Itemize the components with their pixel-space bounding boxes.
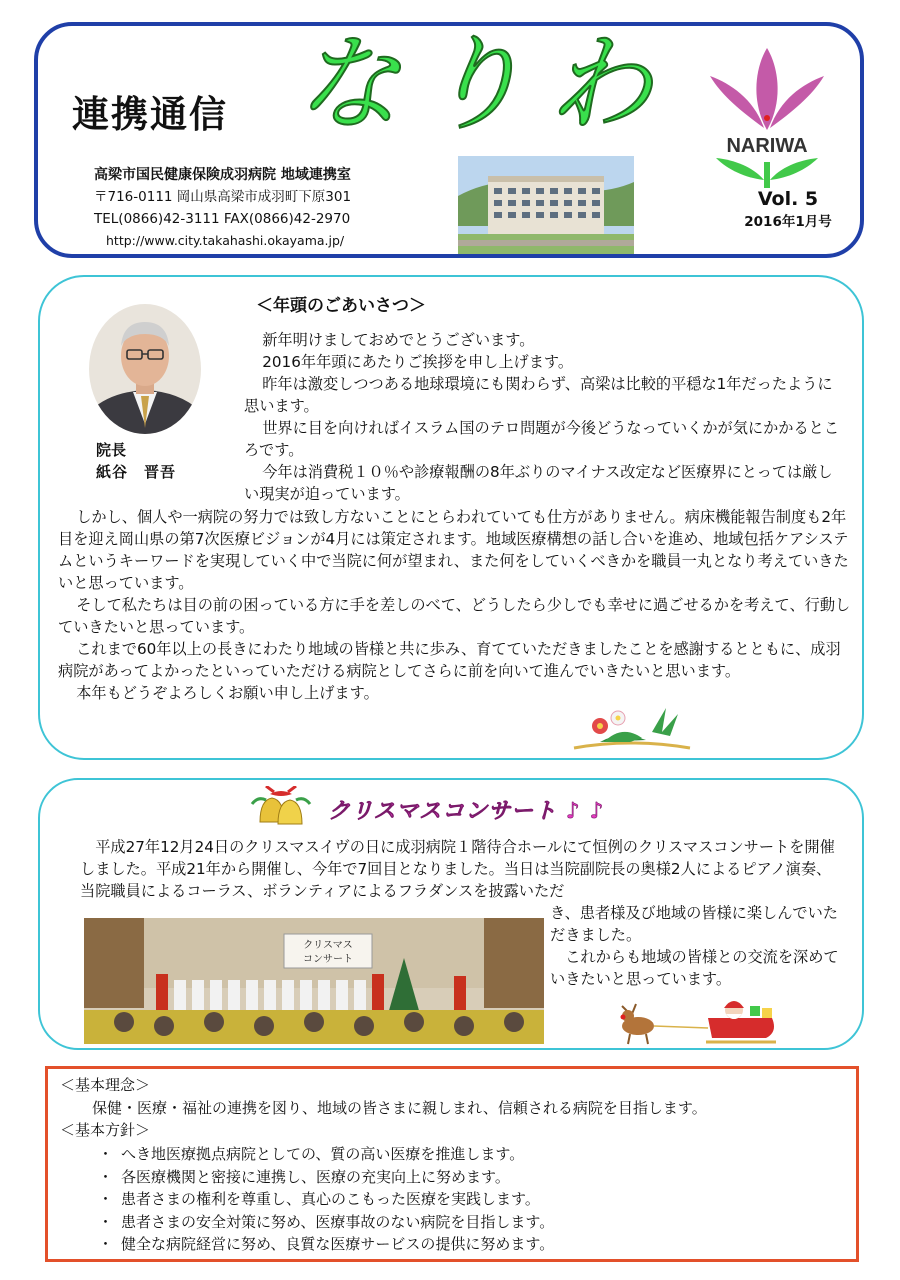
- concert-text-side: [550, 902, 850, 990]
- principle-text: 保健・医療・福祉の連携を図り、地域の皆さまに親しまれ、信頼される病院を目指します。: [92, 1099, 707, 1117]
- concert-paragraph: 平成27年12月24日のクリスマスイヴの日に成羽病院１階待合ホールにて恒例のクリスマスコンサートを開催しました。平成21年から開催し、今年で7回目となりました。当日は当院副院長の奥様2人によるピアノ演奏、当院職員によるコーラス、ボランティアによるフラダンスを披露いただ: [80, 838, 835, 900]
- greeting-paragraph: これまで60年以上の長きにわたり地域の皆様と共に歩み、育てていただきましたことを感謝するとともに、成羽病院があってよかったといっていただける病院としてさらに前を向いて進んでいきたいと思います。: [58, 640, 841, 680]
- newsletter-header: [34, 22, 864, 258]
- list-item: ・ へき地医療拠点病院としての、質の高い医療を推進します。: [98, 1143, 554, 1166]
- greeting-paragraph: 本年もどうぞよろしくお願い申し上げます。: [76, 684, 379, 702]
- address: 〒716-0111 岡山県高梁市成羽町下原301: [94, 189, 352, 205]
- newsletter-title: 連携通信: [72, 93, 228, 136]
- list-item: ・ 患者さまの安全対策に努め、医療事故のない病院を目指します。: [98, 1211, 554, 1234]
- list-item: ・ 患者さまの権利を尊重し、真心のこもった医療を実践します。: [98, 1188, 554, 1211]
- list-item: ・ 健全な病院経営に努め、良質な医療サービスの提供に努めます。: [98, 1233, 554, 1256]
- santa-sleigh-illustration: [616, 998, 786, 1046]
- greeting-panel: [38, 275, 864, 760]
- issue-info: [728, 188, 848, 230]
- policy-heading: ＜基本方針＞: [60, 1121, 151, 1139]
- organization-name: 高梁市国民健康保険成羽病院 地域連携室: [94, 167, 351, 183]
- greeting-paragraph: 新年明けましておめでとうございます。: [262, 331, 535, 349]
- issue-date: 2016年1月号: [744, 214, 832, 230]
- concert-text-main: [80, 836, 840, 902]
- greeting-paragraph: 今年は消費税１０％や診療報酬の8年ぶりのマイナス改定など医療界にとっては厳しい現実が迫っています。: [244, 463, 833, 503]
- basic-philosophy-box: [45, 1066, 859, 1262]
- principle-heading: ＜基本理念＞: [60, 1076, 151, 1094]
- greeting-paragraph: しかし、個人や一病院の努力では致し方ないことにとらわれていても仕方がありません。病床機能報告制度も2年目を迎え岡山県の第7次医療ビジョンが4月には策定されます。地域医療構想の話し合いを進め、地域包括ケアシステムというキーワードを実現していく中で当院に何が望まれ、また何をしていくべきかを職員一丸となり考えていきたいと思っています。: [58, 508, 849, 592]
- logo-text: NARIWA: [726, 135, 808, 157]
- policy-list: [98, 1143, 554, 1256]
- list-item: ・ 各医療機関と密接に連携し、医療の充実向上に努めます。: [98, 1166, 554, 1189]
- greeting-paragraph: 世界に目を向ければイスラム国のテロ問題が今後どうなっていくかが気にかかるところです。: [244, 419, 840, 459]
- greeting-text-bottom: [58, 506, 854, 704]
- contact-info: [94, 164, 351, 252]
- website-link[interactable]: http://www.city.takahashi.okayama.jp/: [106, 233, 345, 248]
- concert-paragraph: き、患者様及び地域の皆様に楽しんでいただきました。: [550, 904, 838, 944]
- concert-paragraph: これからも地域の皆様との交流を深めていきたいと思っています。: [550, 948, 839, 988]
- director-name: 紙谷 晋吾: [96, 463, 177, 481]
- bells-icon: [250, 786, 312, 830]
- concert-photo: [84, 918, 544, 1044]
- director-role: 院長: [96, 441, 127, 459]
- sign-text: クリスマス: [303, 940, 353, 951]
- sign-text: コンサート: [303, 954, 353, 965]
- christmas-concert-panel: [38, 778, 864, 1050]
- greeting-heading: ＜年頭のごあいさつ＞: [256, 296, 426, 316]
- tel-fax: TEL(0866)42-3111 FAX(0866)42-2970: [94, 211, 351, 227]
- greeting-paragraph: 昨年は激変しつつある地球環境にも関わらず、高梁は比較的平穏な1年だったように思います。: [244, 375, 833, 415]
- greeting-paragraph: 2016年年頭にあたりご挨拶を申し上げます。: [262, 353, 574, 371]
- volume-number: Vol. 5: [757, 188, 819, 210]
- newsletter-name: なりわ: [296, 23, 675, 145]
- director-portrait: [89, 304, 201, 434]
- greeting-text-top: [244, 329, 840, 505]
- hospital-building-photo: [458, 156, 634, 254]
- plum-pine-illustration: [570, 702, 694, 754]
- greeting-paragraph: そして私たちは目の前の困っている方に手を差しのべて、どうしたら少しでも幸せに過ごせるかを考えて、行動していきたいと思っています。: [58, 596, 851, 636]
- christmas-concert-title: クリスマスコンサート ♪ ♪: [328, 799, 605, 824]
- nariwa-logo: [702, 40, 832, 190]
